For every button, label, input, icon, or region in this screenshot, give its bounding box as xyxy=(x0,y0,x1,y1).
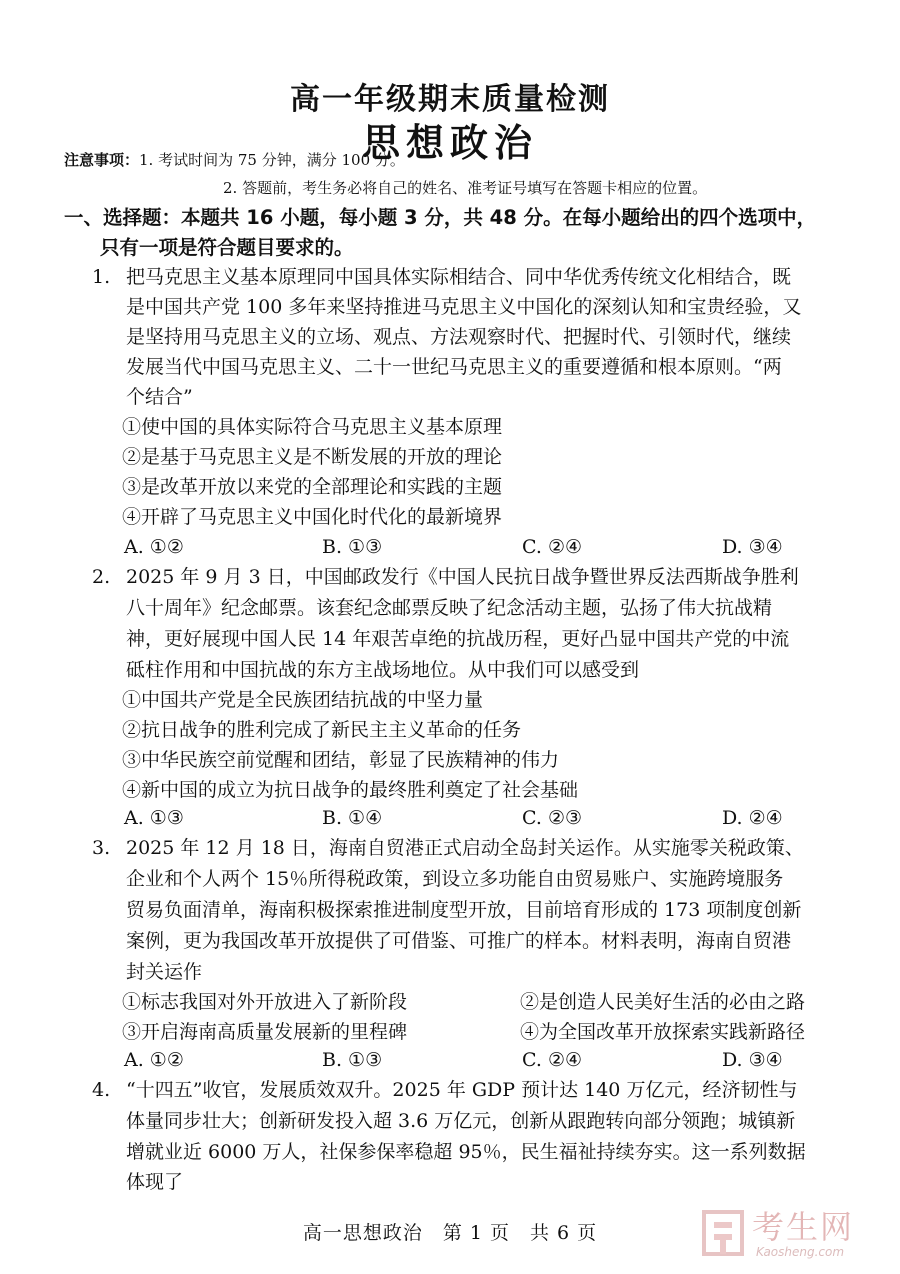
statement-item: ②是创造人民美好生活的必由之路 xyxy=(520,991,806,1013)
statement-item: ①标志我国对外开放进入了新阶段 xyxy=(122,991,408,1013)
question-number: 3. xyxy=(92,837,111,859)
choice-a: A. ①③ xyxy=(124,807,184,829)
choice-d: D. ③④ xyxy=(722,1049,783,1071)
choice-d: D. ②④ xyxy=(722,807,783,829)
watermark-logo xyxy=(702,1208,882,1262)
statement-item: ④新中国的成立为抗日战争的最终胜利奠定了社会基础 xyxy=(122,779,579,801)
choice-d: D. ③④ xyxy=(722,536,783,558)
watermark-url: Kaosheng.com xyxy=(756,1245,845,1259)
choice-c: C. ②④ xyxy=(522,536,583,558)
question-text-line: 神，更好展现中国人民 14 年艰苦卓绝的抗战历程，更好凸显中国共产党的中流 xyxy=(126,628,790,650)
statement-item: ③是改革开放以来党的全部理论和实践的主题 xyxy=(122,476,503,498)
choice-b: B. ①③ xyxy=(322,536,383,558)
exam-title: 高一年级期末质量检测 xyxy=(290,82,610,117)
question-number: 4. xyxy=(92,1079,111,1101)
question-text-line: 体现了 xyxy=(126,1171,184,1193)
question-text-line: 增就业近 6000 万人，社保参保率稳超 95％，民生福祉持续夯实。这一系列数据 xyxy=(126,1141,806,1163)
question-text-line: 企业和个人两个 15％所得税政策，到设立多功能自由贸易账户、实施跨境服务 xyxy=(126,868,784,890)
question-text-line: 发展当代中国马克思主义、二十一世纪马克思主义的重要遵循和根本原则。“两 xyxy=(126,356,782,378)
statement-item: ②抗日战争的胜利完成了新民主主义革命的任务 xyxy=(122,719,522,741)
notice-line-1 xyxy=(64,150,405,170)
section-heading-line-2: 只有一项是符合题目要求的。 xyxy=(100,236,354,259)
notice-item-1: 1. 考试时间为 75 分钟，满分 100 分。 xyxy=(139,151,405,169)
choice-c: C. ②③ xyxy=(522,807,583,829)
notice-label: 注意事项： xyxy=(64,151,140,169)
question-text-line: 贸易负面清单，海南积极探索推进制度型开放，目前培育形成的 173 项制度创新 xyxy=(126,899,802,921)
choice-a: A. ①② xyxy=(124,1049,184,1071)
choice-c: C. ②④ xyxy=(522,1049,583,1071)
statement-item: ③中华民族空前觉醒和团结，彰显了民族精神的伟力 xyxy=(122,749,560,771)
question-text-line: 个结合” xyxy=(126,386,193,408)
question-text-line: 案例，更为我国改革开放提供了可借鉴、可推广的样本。材料表明，海南自贸港 xyxy=(126,930,792,952)
choice-b: B. ①③ xyxy=(322,1049,383,1071)
choice-b: B. ①④ xyxy=(322,807,383,829)
notice-item-2: 2. 答题前，考生务必将自己的姓名、准考证号填写在答题卡相应的位置。 xyxy=(223,179,708,197)
question-text-line: 2025 年 9 月 3 日，中国邮政发行《中国人民抗日战争暨世界反法西斯战争胜利 xyxy=(126,566,799,588)
subject-title: 思想政治 xyxy=(361,121,538,165)
question-number: 1. xyxy=(92,266,111,288)
statement-item: ④开辟了马克思主义中国化时代化的最新境界 xyxy=(122,506,503,528)
watermark-text: 考生网 xyxy=(752,1208,855,1246)
question-text-line: “十四五”收官，发展质效双升。2025 年 GDP 预计达 140 万亿元，经济韧性与 xyxy=(126,1079,798,1101)
question-text-line: 是中国共产党 100 多年来坚持推进马克思主义中国化的深刻认知和宝贵经验，又 xyxy=(126,296,802,318)
choice-a: A. ①② xyxy=(124,536,184,558)
question-text-line: 封关运作 xyxy=(126,961,203,983)
kaosheng-logo-icon xyxy=(702,1210,744,1256)
statement-item: ②是基于马克思主义是不断发展的开放的理论 xyxy=(122,446,503,468)
question-text-line: 八十周年》纪念邮票。该套纪念邮票反映了纪念活动主题，弘扬了伟大抗战精 xyxy=(126,597,773,619)
question-number: 2. xyxy=(92,566,111,588)
statement-item: ④为全国改革开放探索实践新路径 xyxy=(520,1021,806,1043)
section-heading-line-1: 一、选择题：本题共 16 小题，每小题 3 分，共 48 分。在每小题给出的四个选项中， xyxy=(64,206,817,229)
question-text-line: 砥柱作用和中国抗战的东方主战场地位。从中我们可以感受到 xyxy=(126,659,640,681)
question-text-line: 把马克思主义基本原理同中国具体实际相结合、同中华优秀传统文化相结合，既 xyxy=(126,266,792,288)
statement-item: ①使中国的具体实际符合马克思主义基本原理 xyxy=(122,416,503,438)
question-text-line: 2025 年 12 月 18 日，海南自贸港正式启动全岛封关运作。从实施零关税政策、 xyxy=(126,837,804,859)
statement-item: ③开启海南高质量发展新的里程碑 xyxy=(122,1021,408,1043)
statement-item: ①中国共产党是全民族团结抗战的中坚力量 xyxy=(122,689,484,711)
page-footer: 高一思想政治 第 1 页 共 6 页 xyxy=(302,1222,598,1244)
question-text-line: 体量同步壮大；创新研发投入超 3.6 万亿元，创新从跟跑转向部分领跑；城镇新 xyxy=(126,1110,796,1132)
question-text-line: 是坚持用马克思主义的立场、观点、方法观察时代、把握时代、引领时代，继续 xyxy=(126,326,792,348)
